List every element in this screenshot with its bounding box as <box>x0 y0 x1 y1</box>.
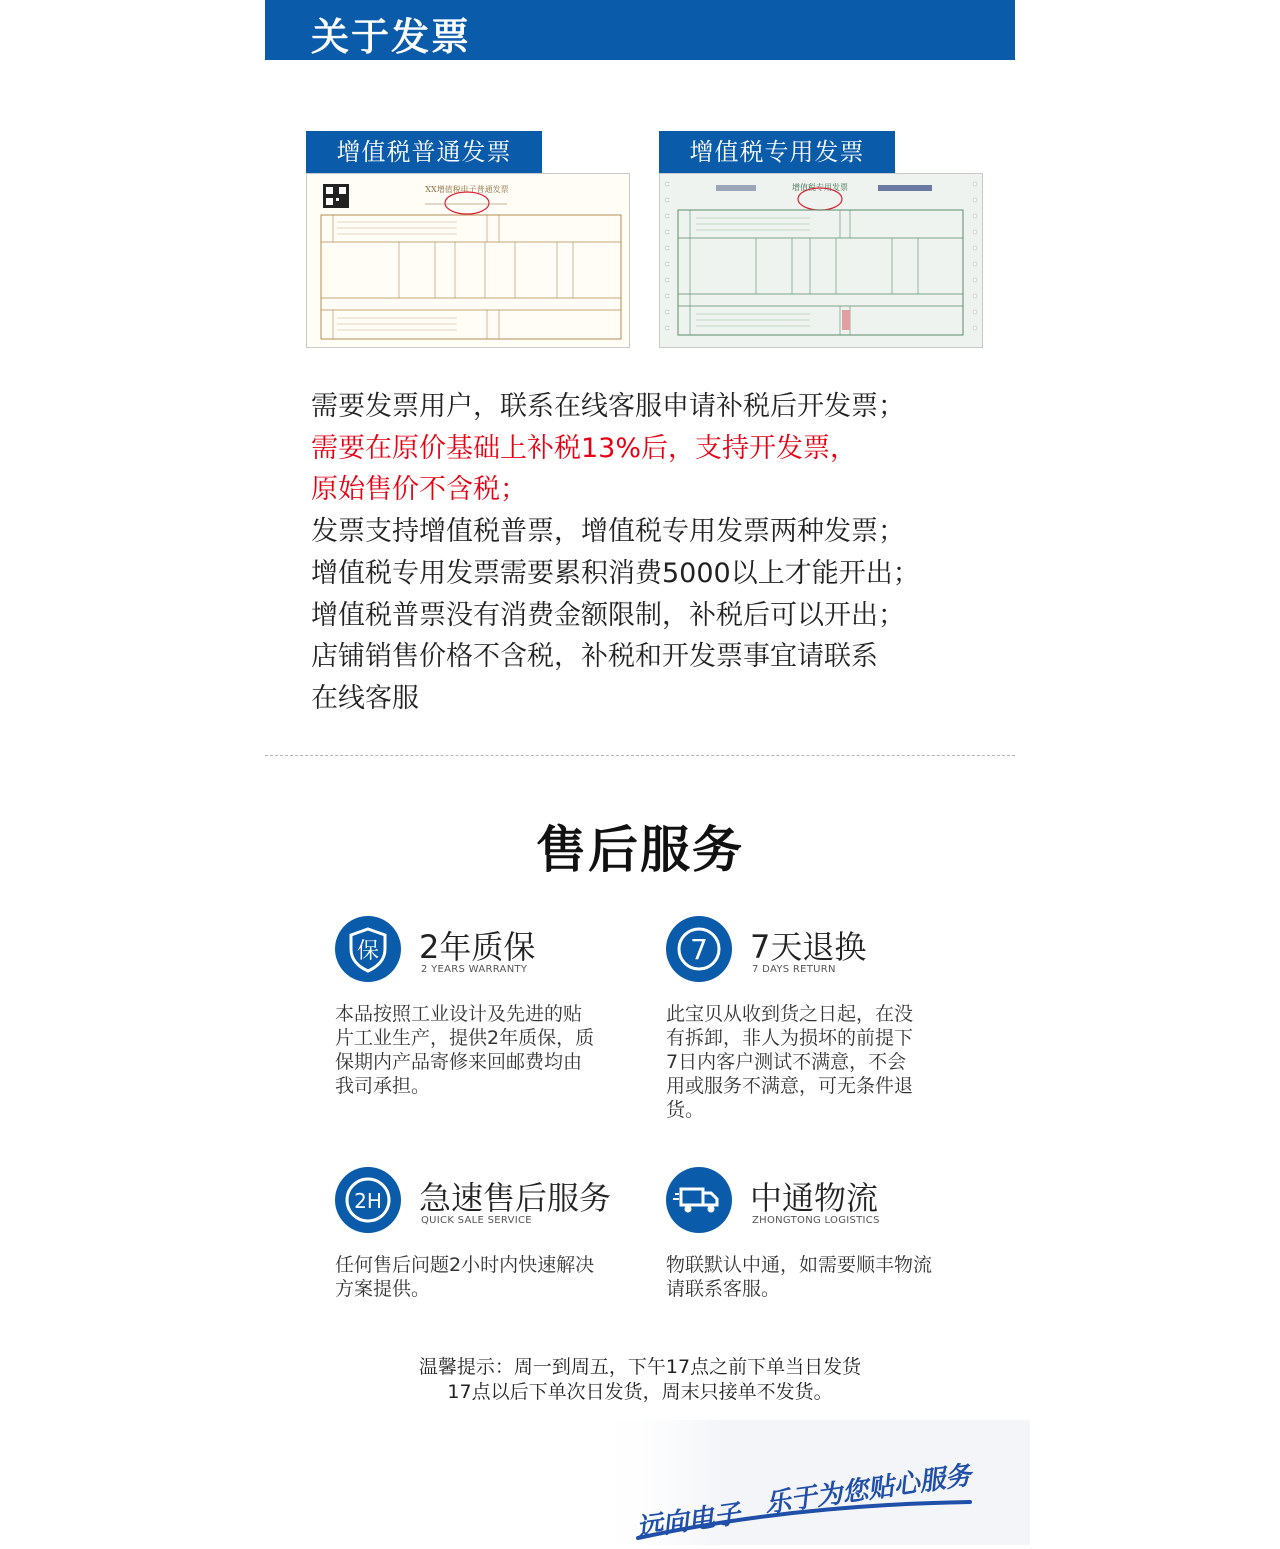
ordinary-invoice-image <box>306 173 630 348</box>
shield-bao-icon <box>335 916 401 982</box>
service-description: 此宝贝从收到货之日起，在没 有拆卸，非人为损坏的前提下 7日内客户测试不满意，不会 用或服务不满意，可无条件退 货。 <box>666 1003 914 1121</box>
service-description: 物联默认中通，如需要顺丰物流 请联系客服。 <box>666 1254 933 1300</box>
service-warranty <box>335 916 635 1116</box>
shipping-tip-line: 17点以后下单次日发货，周末只接单不发货。 <box>447 1381 833 1403</box>
invoice-info-line-red: 原始售价不含税； <box>311 474 527 506</box>
invoice-header-bar <box>265 0 1015 60</box>
service-title: 中通物流 <box>750 1179 879 1217</box>
circle-seven-icon <box>666 916 732 982</box>
service-title: 2年质保 <box>419 928 536 966</box>
two-hour-icon <box>335 1167 401 1233</box>
service-subtitle: 2 YEARS WARRANTY <box>421 964 528 975</box>
brand-slogan: 乐于为您贴心服务 <box>762 1460 974 1520</box>
svg-text:7: 7 <box>690 933 708 966</box>
ordinary-invoice-doc-title: XX增值税电子普通发票 <box>425 185 509 194</box>
shipping-tip <box>0 1355 1280 1405</box>
delivery-truck-icon <box>666 1167 732 1233</box>
service-description: 本品按照工业设计及先进的贴 片工业生产，提供2年质保，质 保期内产品寄修来回邮费均由 我司承担。 <box>335 1003 595 1097</box>
special-invoice-image <box>659 173 983 348</box>
service-description: 任何售后问题2小时内快速解决 方案提供。 <box>335 1254 595 1300</box>
special-invoice-drawing <box>660 174 982 347</box>
service-title: 7天退换 <box>750 928 867 966</box>
service-return <box>666 916 966 1126</box>
invoice-info-line: 增值税专用发票需要累积消费5000以上才能开出； <box>311 557 920 589</box>
svg-text:2H: 2H <box>354 1189 382 1213</box>
brand-name: 远向电子 <box>634 1499 743 1544</box>
special-invoice-label: 增值税专用发票 <box>659 131 895 173</box>
ordinary-invoice-drawing <box>307 174 629 347</box>
invoice-info-line: 在线客服 <box>311 682 419 714</box>
ordinary-invoice-label: 增值税普通发票 <box>306 131 542 173</box>
service-subtitle: QUICK SALE SERVICE <box>421 1215 532 1226</box>
invoice-info-line: 增值税普票没有消费金额限制，补税后可以开出； <box>311 599 905 631</box>
invoice-section-title: 关于发票 <box>311 15 472 59</box>
invoice-info-paragraph <box>311 386 1011 720</box>
shipping-tip-line: 温馨提示：周一到周五，下午17点之前下单当日发货 <box>418 1356 862 1378</box>
section-divider <box>265 755 1015 756</box>
service-subtitle: ZHONGTONG LOGISTICS <box>752 1215 880 1226</box>
after-sales-title: 售后服务 <box>536 821 744 879</box>
invoice-info-line: 发票支持增值税普票，增值税专用发票两种发票； <box>311 516 905 548</box>
invoice-info-line: 店铺销售价格不含税，补税和开发票事宜请联系 <box>311 641 878 673</box>
invoice-info-line-red: 需要在原价基础上补税13%后，支持开发票， <box>311 432 858 464</box>
svg-text:保: 保 <box>356 939 380 964</box>
special-invoice-doc-title: 增值税专用发票 <box>792 183 848 192</box>
service-quick <box>335 1167 635 1307</box>
service-subtitle: 7 DAYS RETURN <box>752 964 836 975</box>
invoice-info-line: 需要发票用户，联系在线客服申请补税后开发票； <box>311 391 905 422</box>
service-logistics <box>666 1167 966 1307</box>
service-title: 急速售后服务 <box>419 1179 612 1217</box>
brand-signature <box>590 1420 1030 1545</box>
